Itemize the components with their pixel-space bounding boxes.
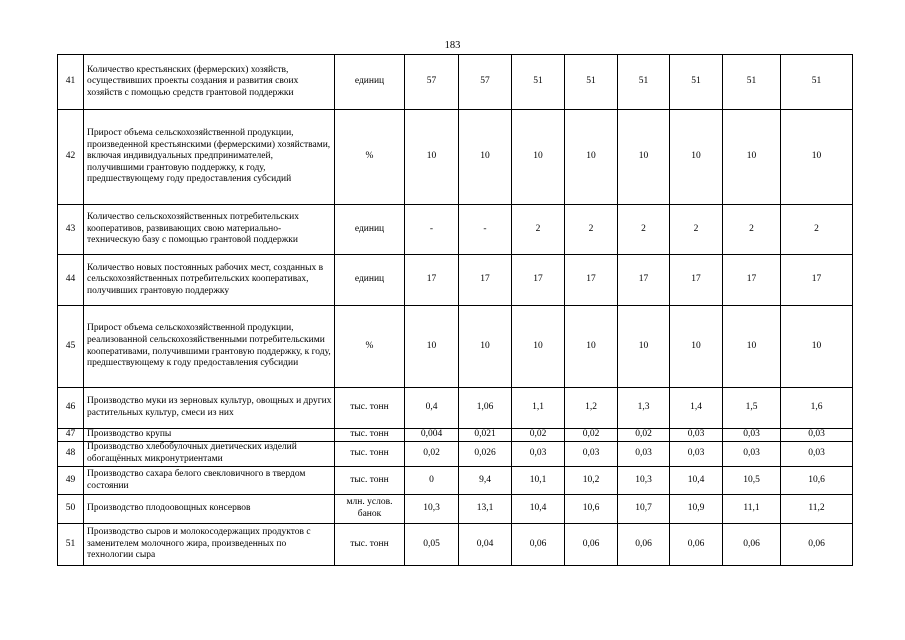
value-cell: 0,02 — [565, 429, 618, 442]
value-cell: 11,2 — [781, 495, 853, 524]
value-cell: 13,1 — [459, 495, 512, 524]
indicator-name: Прирост объема сельскохозяйственной продукции, произведенной крестьянскими (фермерскими) хозяйствами, включая индивидуальных предпринимателей, получившими грантовую поддержку, к году, предшествующему году предоставления субсидий — [84, 110, 335, 205]
value-cell: 2 — [565, 205, 618, 255]
value-cell: 10,7 — [618, 495, 670, 524]
value-cell: 10,2 — [565, 467, 618, 495]
value-cell: 10 — [405, 306, 459, 388]
indicator-name: Количество новых постоянных рабочих мест, созданных в сельскохозяйственных потребительских кооперативах, получивших грантовую поддержку — [84, 255, 335, 306]
row-number: 46 — [58, 388, 84, 429]
value-cell: 1,06 — [459, 388, 512, 429]
row-number: 49 — [58, 467, 84, 495]
unit-cell: % — [335, 306, 405, 388]
table-row — [58, 524, 853, 566]
indicators-table — [57, 54, 853, 566]
value-cell: 0,021 — [459, 429, 512, 442]
value-cell: 10,4 — [512, 495, 565, 524]
table-body — [58, 55, 853, 566]
indicator-name: Производство хлебобулочных диетических изделий обогащённых микронутриентами — [84, 442, 335, 467]
value-cell: 10 — [459, 306, 512, 388]
value-cell: 10,6 — [565, 495, 618, 524]
value-cell: 0,03 — [670, 442, 723, 467]
value-cell: 2 — [670, 205, 723, 255]
value-cell: 10 — [565, 306, 618, 388]
indicator-name: Количество крестьянских (фермерских) хозяйств, осуществивших проекты создания и развития своих хозяйств с помощью средств грантовой поддержки — [84, 55, 335, 110]
table-row — [58, 429, 853, 442]
value-cell: 0,05 — [405, 524, 459, 566]
value-cell: 0,02 — [405, 442, 459, 467]
value-cell: - — [405, 205, 459, 255]
value-cell: 10 — [565, 110, 618, 205]
value-cell: 10 — [723, 110, 781, 205]
row-number: 43 — [58, 205, 84, 255]
value-cell: 0,03 — [565, 442, 618, 467]
value-cell: 10 — [618, 110, 670, 205]
indicator-name: Производство крупы — [84, 429, 335, 442]
unit-cell: тыс. тонн — [335, 388, 405, 429]
page-number: 183 — [444, 40, 461, 51]
value-cell: 0,06 — [723, 524, 781, 566]
row-number: 44 — [58, 255, 84, 306]
table-row — [58, 55, 853, 110]
value-cell: 2 — [723, 205, 781, 255]
value-cell: 0,03 — [670, 429, 723, 442]
value-cell: 51 — [565, 55, 618, 110]
unit-cell: единиц — [335, 55, 405, 110]
table-row — [58, 306, 853, 388]
row-number: 42 — [58, 110, 84, 205]
row-number: 41 — [58, 55, 84, 110]
value-cell: 11,1 — [723, 495, 781, 524]
value-cell: 10,9 — [670, 495, 723, 524]
unit-cell: тыс. тонн — [335, 467, 405, 495]
value-cell: 17 — [565, 255, 618, 306]
value-cell: 0,06 — [618, 524, 670, 566]
value-cell: 0,03 — [618, 442, 670, 467]
unit-cell: единиц — [335, 205, 405, 255]
row-number: 51 — [58, 524, 84, 566]
value-cell: 10 — [670, 306, 723, 388]
indicator-name: Производство муки из зерновых культур, овощных и других растительных культур, смеси из них — [84, 388, 335, 429]
value-cell: 10,3 — [405, 495, 459, 524]
value-cell: 0,03 — [723, 442, 781, 467]
value-cell: 10 — [512, 306, 565, 388]
value-cell: 10,1 — [512, 467, 565, 495]
table-row — [58, 467, 853, 495]
value-cell: 0 — [405, 467, 459, 495]
value-cell: 1,6 — [781, 388, 853, 429]
unit-cell: % — [335, 110, 405, 205]
indicator-name: Количество сельскохозяйственных потребительских кооперативов, развивающих свою материально-техническую базу с помощью грантовой поддержки — [84, 205, 335, 255]
value-cell: 0,03 — [512, 442, 565, 467]
table-row — [58, 205, 853, 255]
value-cell: 10,4 — [670, 467, 723, 495]
value-cell: - — [459, 205, 512, 255]
table-row — [58, 110, 853, 205]
value-cell: 0,4 — [405, 388, 459, 429]
unit-cell: тыс. тонн — [335, 442, 405, 467]
value-cell: 0,03 — [781, 429, 853, 442]
value-cell: 0,06 — [781, 524, 853, 566]
value-cell: 51 — [670, 55, 723, 110]
value-cell: 51 — [723, 55, 781, 110]
row-number: 48 — [58, 442, 84, 467]
value-cell: 10 — [459, 110, 512, 205]
indicator-name: Производство плодоовощных консервов — [84, 495, 335, 524]
value-cell: 0,026 — [459, 442, 512, 467]
value-cell: 17 — [459, 255, 512, 306]
value-cell: 57 — [459, 55, 512, 110]
value-cell: 57 — [405, 55, 459, 110]
value-cell: 10 — [618, 306, 670, 388]
unit-cell: тыс. тонн — [335, 524, 405, 566]
value-cell: 17 — [723, 255, 781, 306]
unit-cell: тыс. тонн — [335, 429, 405, 442]
indicator-name: Прирост объема сельскохозяйственной продукции, реализованной сельскохозяйственными потребительскими кооперативами, получившими грантовую поддержку, к году, предшествующему к году предоставления субсидии — [84, 306, 335, 388]
value-cell: 10 — [405, 110, 459, 205]
value-cell: 0,004 — [405, 429, 459, 442]
value-cell: 17 — [618, 255, 670, 306]
value-cell: 1,4 — [670, 388, 723, 429]
value-cell: 1,3 — [618, 388, 670, 429]
value-cell: 1,5 — [723, 388, 781, 429]
table-row — [58, 442, 853, 467]
value-cell: 10 — [781, 306, 853, 388]
value-cell: 0,02 — [512, 429, 565, 442]
value-cell: 10 — [670, 110, 723, 205]
value-cell: 17 — [512, 255, 565, 306]
value-cell: 0,06 — [512, 524, 565, 566]
value-cell: 17 — [670, 255, 723, 306]
value-cell: 51 — [512, 55, 565, 110]
value-cell: 0,03 — [781, 442, 853, 467]
value-cell: 0,02 — [618, 429, 670, 442]
value-cell: 51 — [781, 55, 853, 110]
table-row — [58, 388, 853, 429]
indicator-name: Производство сыров и молокосодержащих продуктов с заменителем молочного жира, произведенных по технологии сыра — [84, 524, 335, 566]
unit-cell: единиц — [335, 255, 405, 306]
indicator-name: Производство сахара белого свекловичного в твердом состоянии — [84, 467, 335, 495]
value-cell: 9,4 — [459, 467, 512, 495]
value-cell: 1,1 — [512, 388, 565, 429]
value-cell: 1,2 — [565, 388, 618, 429]
table-row — [58, 495, 853, 524]
value-cell: 0,06 — [670, 524, 723, 566]
value-cell: 10 — [512, 110, 565, 205]
unit-cell: млн. услов. банок — [335, 495, 405, 524]
table-row — [58, 255, 853, 306]
row-number: 50 — [58, 495, 84, 524]
value-cell: 2 — [781, 205, 853, 255]
value-cell: 51 — [618, 55, 670, 110]
row-number: 45 — [58, 306, 84, 388]
value-cell: 10 — [723, 306, 781, 388]
value-cell: 10,5 — [723, 467, 781, 495]
value-cell: 17 — [405, 255, 459, 306]
value-cell: 2 — [512, 205, 565, 255]
row-number: 47 — [58, 429, 84, 442]
value-cell: 10,6 — [781, 467, 853, 495]
value-cell: 10,3 — [618, 467, 670, 495]
value-cell: 0,06 — [565, 524, 618, 566]
value-cell: 2 — [618, 205, 670, 255]
value-cell: 10 — [781, 110, 853, 205]
value-cell: 17 — [781, 255, 853, 306]
value-cell: 0,03 — [723, 429, 781, 442]
value-cell: 0,04 — [459, 524, 512, 566]
